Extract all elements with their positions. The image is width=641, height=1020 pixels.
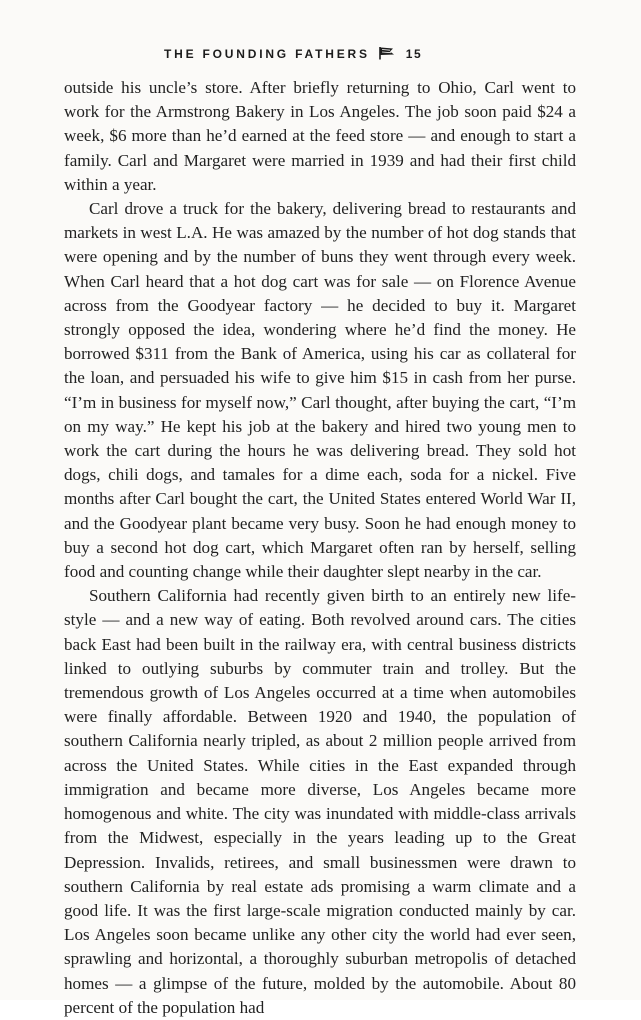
paragraph-southern-california: Southern California had recently given birth to an entirely new lifestyle — and a new way of eating. Both revolved around cars. The cities back East had been built in the railway era, with central business districts linked to outlying suburbs by commuter train and trolley. But the tremendous growth of Los Angeles occurred at a time when automobiles were finally affordable. Between 1920 and 1940, the population of southern California nearly tripled, as about 2 million people arrived from across the United States. While cities in the East expanded through immigration and became more diverse, Los Angeles became more homogenous and white. The city was inundated with middle-class arrivals from the Midwest, especially in the years leading up to the Great Depression. Invalids, retirees, and small businessmen were drawn to southern California by real estate ads promising a warm climate and a good life. It was the first large-scale migration conducted mainly by car. Los Angeles soon became unlike any other city the world had ever seen, sprawling and horizontal, a thoroughly suburban metropolis of detached homes — a glimpse of the future, molded by the automobile. About 80 percent of the population had [64, 586, 576, 1017]
body-text [64, 76, 576, 1020]
flag-icon [378, 46, 396, 60]
running-title: THE FOUNDING FATHERS [164, 47, 370, 61]
paragraph-continued: outside his uncle’s store. After briefly returning to Ohio, Carl went to work for the Armstrong Bakery in Los Angeles. The job soon paid $24 a week, $6 more than he’d earned at the feed store — and enough to start a family. Carl and Margaret were married in 1939 and had their first child within a year. [64, 78, 576, 194]
page-number: 15 [405, 47, 423, 61]
paragraph-hot-dog-cart: Carl drove a truck for the bakery, delivering bread to restaurants and markets in west L.A. He was amazed by the number of hot dog stands that were opening and by the number of buns they went through every week. When Carl heard that a hot dog cart was for sale — on Florence Avenue across from the Goodyear factory — he decided to buy it. Margaret strongly opposed the idea, wondering where he’d find the money. He borrowed $311 from the Bank of America, using his car as collateral for the loan, and persuaded his wife to give him $15 in cash from her purse. “I’m in business for myself now,” Carl thought, after buying the cart, “I’m on my way.” He kept his job at the bakery and hired two young men to work the cart during the hours he was delivering bread. They sold hot dogs, chili dogs, and tamales for a dime each, soda for a nickel. Five months after Carl bought the cart, the United States entered World War II, and the Goodyear plant became very busy. Soon he had enough money to buy a second hot dog cart, which Margaret often ran by herself, selling food and counting change while their daughter slept nearby in the car. [64, 199, 576, 582]
running-head [164, 44, 464, 64]
